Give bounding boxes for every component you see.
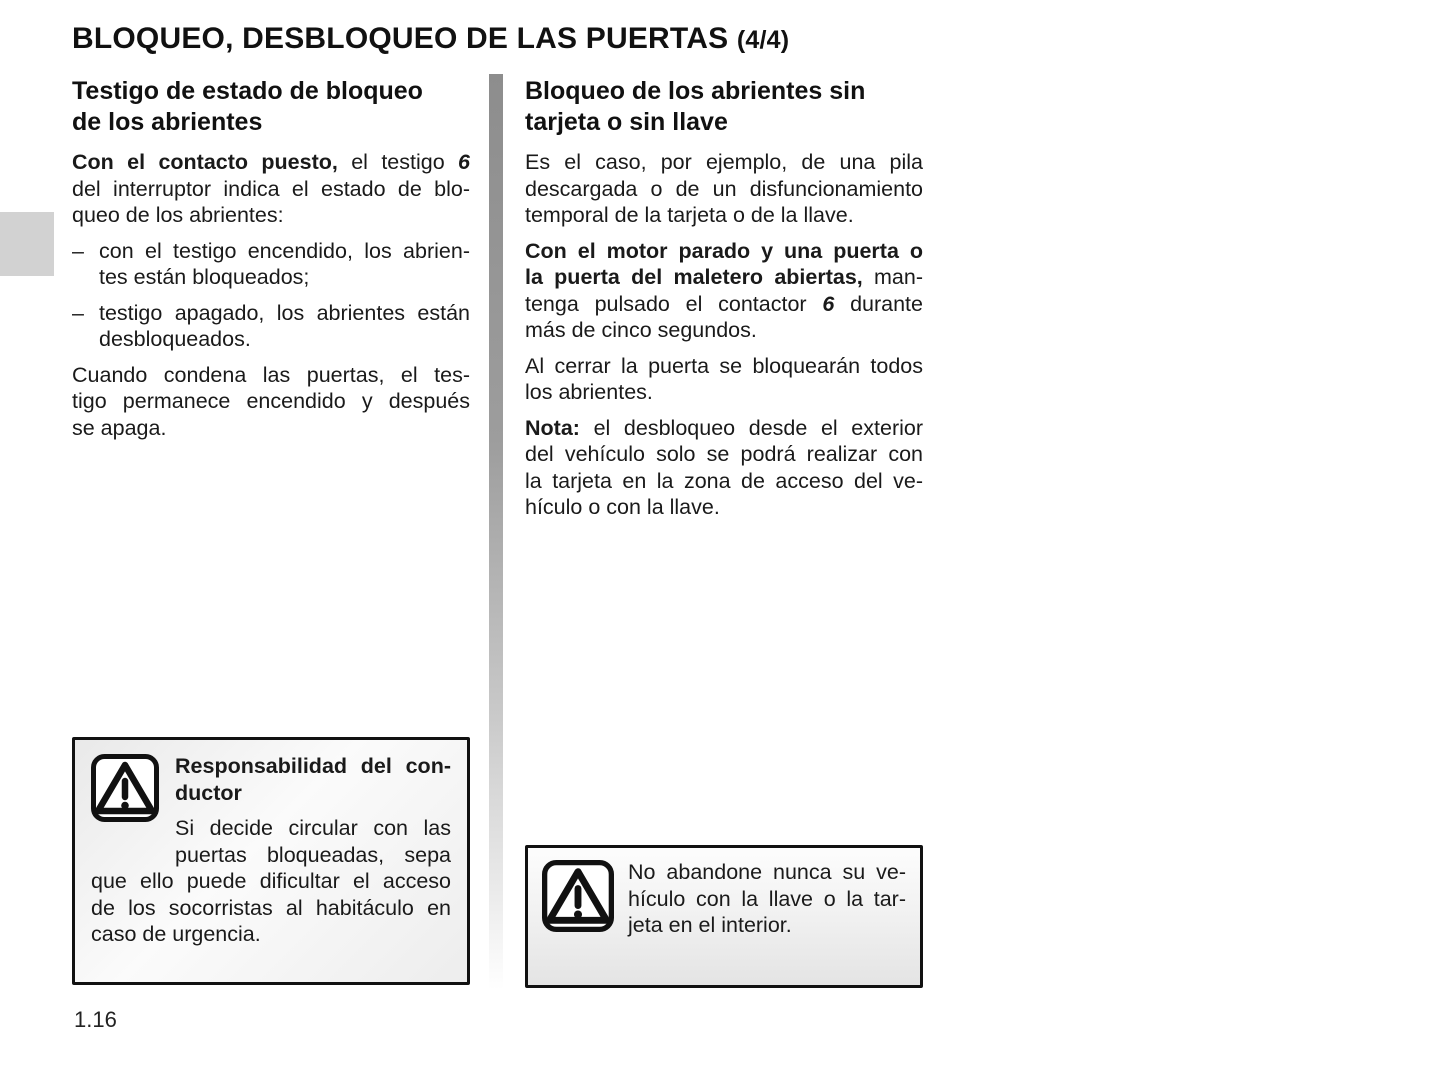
paragraph: Con el motor parado y una puerta o la puerta del maletero abiertas, man- tenga pulsado el contactor 6 durante más de cinco segundos. xyxy=(525,238,923,342)
paragraph: Al cerrar la puerta se bloquearán todos los abrientes. xyxy=(525,353,923,404)
section-heading-left: Testigo de estado de bloqueo de los abrientes xyxy=(72,77,423,136)
paragraph: Cuando condena las puertas, el tes- tigo permanece encendido y después se apaga. xyxy=(72,362,470,440)
column-divider xyxy=(489,74,503,990)
warning-triangle-icon xyxy=(91,754,159,822)
paragraph: Nota: el desbloqueo desde el exterior del vehículo solo se podrá realizar con la tarjeta en la zona de acceso del ve- hículo o con la llave. xyxy=(525,415,923,519)
bullet-text: testigo apagado, los abrientes están desbloqueados. xyxy=(99,300,470,351)
warning-box-driver-responsibility xyxy=(72,737,470,985)
bullet-dash: – xyxy=(72,300,84,325)
warning-text: Si decide circular con las puertas bloqueadas, sepa que ello puede dificultar el acceso de los socorristas al habitáculo en caso de urgencia. xyxy=(91,816,451,946)
list-item xyxy=(72,300,470,353)
left-column xyxy=(72,76,470,441)
bullet-text: con el testigo encendido, los abrien- tes están bloqueados; xyxy=(99,238,470,289)
right-column xyxy=(525,76,923,521)
warning-box-key-inside xyxy=(525,845,923,988)
paragraph: Es el caso, por ejemplo, de una pila descargada o de un disfuncionamiento temporal de la tarjeta o de la llave. xyxy=(525,150,923,227)
page-number: 1.16 xyxy=(74,1007,117,1032)
warning-text: No abandone nunca su ve- hículo con la llave o la tar- jeta en el interior. xyxy=(628,860,906,937)
chapter-edge-tab xyxy=(0,212,54,276)
paragraph: Con el contacto puesto, el testigo 6 del interruptor indica el estado de blo- queo de los abrientes: xyxy=(72,150,470,227)
section-heading-right: Bloqueo de los abrientes sin tarjeta o sin llave xyxy=(525,77,866,136)
page-title xyxy=(72,22,789,56)
warning-triangle-icon xyxy=(542,860,614,932)
page-title-text: BLOQUEO, DESBLOQUEO DE LAS PUERTAS xyxy=(72,22,729,55)
bullet-dash: – xyxy=(72,238,84,263)
list-item xyxy=(72,238,470,291)
page-title-pagination: (4/4) xyxy=(736,26,790,54)
warning-heading: Responsabilidad del con- ductor xyxy=(175,754,451,805)
